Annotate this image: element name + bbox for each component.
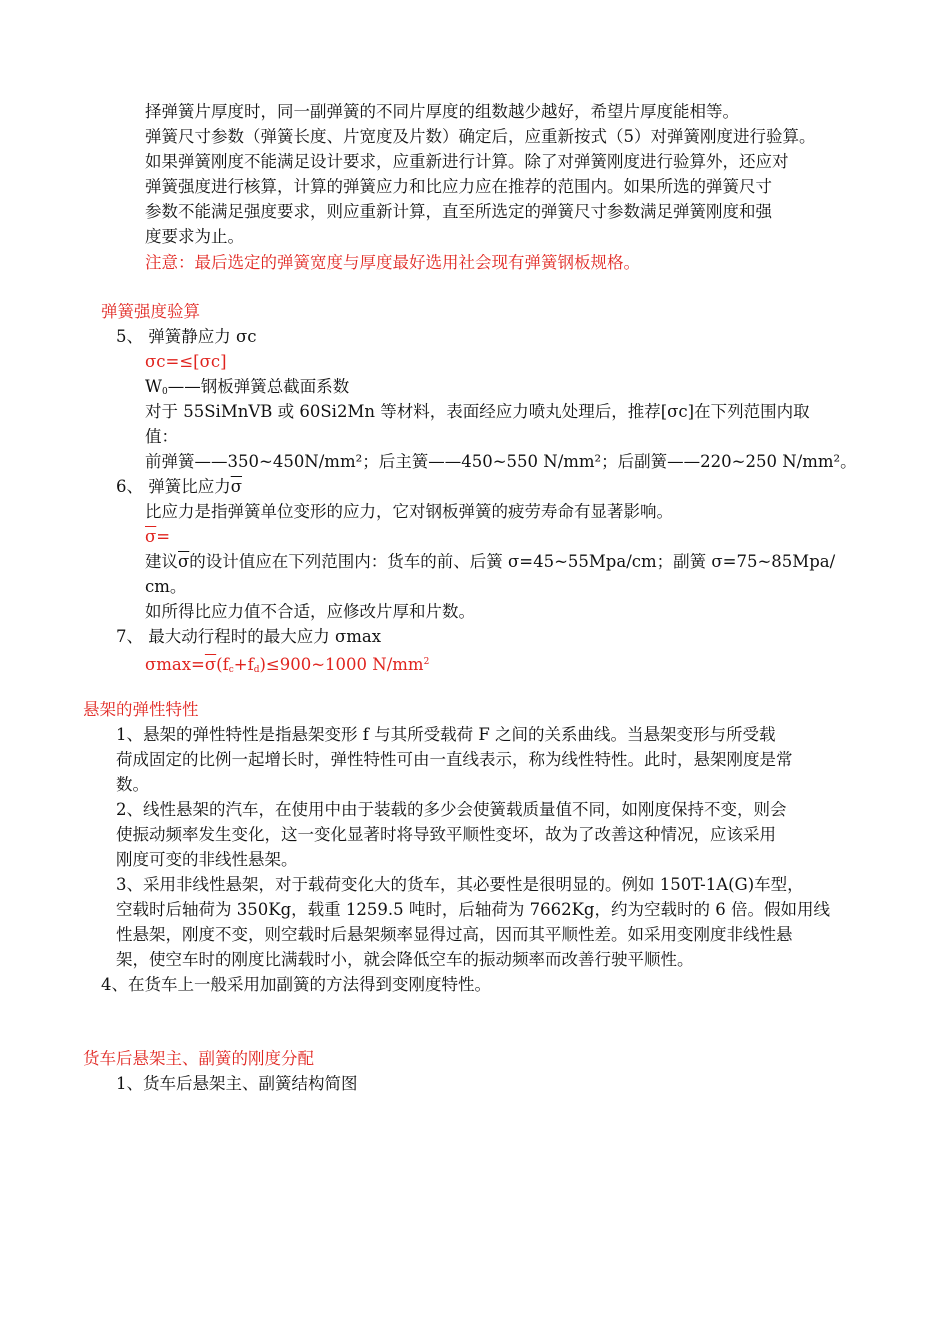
paragraph-line: cm。 — [145, 577, 187, 596]
formula-part: )≤900~1000 N/mm — [259, 655, 424, 674]
paragraph-line: 比应力是指弹簧单位变形的应力，它对钢板弹簧的疲劳寿命有显著影响。 — [145, 502, 673, 521]
paragraph-line: 性悬架，刚度不变，则空载时后悬架频率显得过高，因而其平顺性差。如采用变刚度非线性悬 — [116, 925, 793, 944]
formula-part: σmax= — [145, 655, 205, 674]
paragraph-line: 弹簧强度进行核算，计算的弹簧应力和比应力应在推荐的范围内。如果所选的弹簧尺寸 — [145, 177, 772, 196]
paragraph-line: 数。 — [116, 775, 149, 794]
section-heading: 弹簧强度验算 — [101, 302, 200, 321]
sigma-bar-symbol: $\overline{\sigma}$ — [230, 477, 243, 496]
paragraph-line: 如果弹簧刚度不能满足设计要求，应重新进行计算。除了对弹簧刚度进行验算外，还应对 — [145, 152, 789, 171]
paragraph-line: 3、采用非线性悬架，对于载荷变化大的货车，其必要性是很明显的。例如 150T-1A(G)车型， — [116, 875, 804, 894]
w-definition: ——钢板弹簧总截面系数 — [167, 377, 350, 396]
paragraph-line: 值： — [145, 427, 178, 446]
paragraph-line: 参数不能满足强度要求，则应重新计算，直至所选定的弹簧尺寸参数满足弹簧刚度和强 — [145, 202, 772, 221]
paragraph-line: 1、悬架的弹性特性是指悬架变形 f 与其所受载荷 F 之间的关系曲线。当悬架变形与所受载 — [116, 725, 776, 744]
paragraph-line: 对于 55SiMnVB 或 60Si2Mn 等材料，表面经应力喷丸处理后，推荐[σc]在下列范围内取 — [145, 402, 810, 421]
superscript: 2 — [423, 657, 430, 667]
section-heading: 悬架的弹性特性 — [83, 700, 199, 719]
text-span: 的设计值应在下列范围内：货车的前、后簧 σ=45~55Mpa/cm；副簧 σ=75~85Mpa/ — [189, 552, 836, 571]
sigma-bar-symbol: $\overline{\sigma}$ — [204, 655, 217, 674]
formula-part: (f — [216, 655, 229, 674]
paragraph-line: 度要求为止。 — [145, 227, 244, 246]
w-subscript: 0 — [161, 387, 168, 397]
item-title: 5、 弹簧静应力 σc — [116, 327, 257, 346]
paragraph-line: 刚度可变的非线性悬架。 — [116, 850, 298, 869]
paragraph-line: 荷成固定的比例一起增长时，弹性特性可由一直线表示，称为线性特性。此时，悬架刚度是常 — [116, 750, 793, 769]
text-span: 建议 — [145, 552, 178, 571]
item-title: 1、货车后悬架主、副簧结构简图 — [116, 1074, 358, 1093]
formula: σc=≤[σc] — [145, 352, 227, 371]
paragraph-line — [145, 550, 835, 574]
formula — [145, 650, 429, 682]
formula-rest: = — [156, 527, 171, 546]
paragraph-line: 如所得比应力值不合适，应修改片厚和片数。 — [145, 602, 475, 621]
formula — [145, 525, 170, 549]
sigma-bar-symbol: $\overline{\sigma}$ — [178, 552, 190, 571]
paragraph-line: 4、在货车上一般采用加副簧的方法得到变刚度特性。 — [101, 975, 491, 994]
note-line: 注意：最后选定的弹簧宽度与厚度最好选用社会现有弹簧钢板规格。 — [145, 253, 640, 272]
section-heading: 货车后悬架主、副簧的刚度分配 — [83, 1049, 314, 1068]
item-title: 7、 最大动行程时的最大应力 σmax — [116, 627, 382, 646]
paragraph-line: 2、线性悬架的汽车，在使用中由于装载的多少会使簧载质量值不同，如刚度保持不变，则会 — [116, 800, 787, 819]
w-symbol: W — [145, 377, 162, 396]
formula-part: +f — [233, 655, 254, 674]
paragraph-line: 架，使空车时的刚度比满载时小，就会降低空车的振动频率而改善行驶平顺性。 — [116, 950, 694, 969]
paragraph-line: 空载时后轴荷为 350Kg，载重 1259.5 吨时，后轴荷为 7662Kg，约为空载时的 6 倍。假如用线 — [116, 900, 830, 919]
sigma-bar-symbol: $\overline{\sigma}$ — [145, 527, 157, 546]
item-title — [116, 475, 242, 499]
paragraph-line: 使振动频率发生变化，这一变化显著时将导致平顺性变坏，故为了改善这种情况，应该采用 — [116, 825, 776, 844]
item-title-text: 6、 弹簧比应力 — [116, 477, 231, 496]
paragraph-line: 弹簧尺寸参数（弹簧长度、片宽度及片数）确定后，应重新按式（5）对弹簧刚度进行验算。 — [145, 127, 816, 146]
paragraph-line: 择弹簧片厚度时，同一副弹簧的不同片厚度的组数越少越好，希望片厚度能相等。 — [145, 102, 739, 121]
subscript: d — [253, 665, 260, 675]
subscript: c — [228, 665, 234, 675]
range-line: 前弹簧——350~450N/mm²；后主簧——450~550 N/mm²；后副簧——220~250 N/mm²。 — [145, 452, 857, 471]
